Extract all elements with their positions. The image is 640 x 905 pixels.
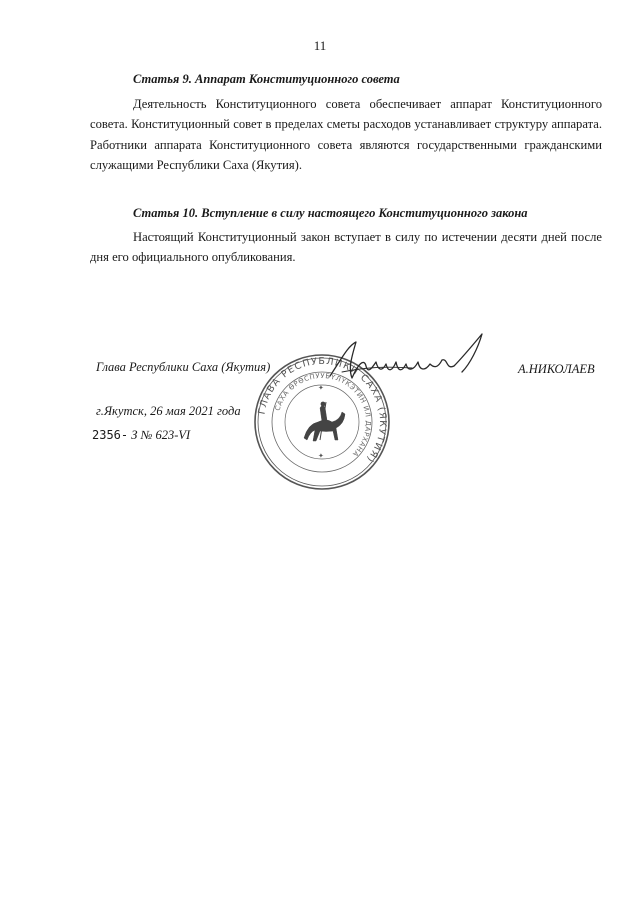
seal-inner-text: САХА ӨРӨСПУУБҮЛҮКЭТИН ИЛ ДАРХАНА — [273, 371, 373, 459]
page-number: 11 — [313, 38, 327, 53]
signatory-name: А.НИКОЛАЕВ — [518, 362, 595, 376]
svg-text:✦: ✦ — [318, 384, 324, 392]
handwritten-signature-icon — [322, 328, 492, 390]
place-and-date: г.Якутск, 26 мая 2021 года — [96, 404, 241, 418]
seal-outer-text: ГЛАВА РЕСПУБЛИКИ САХА (ЯКУТИЯ) — [256, 355, 389, 465]
registration-number — [92, 428, 190, 443]
article-9-heading: Статья 9. Аппарат Конституционного совета — [133, 72, 400, 86]
svg-text:✦: ✦ — [318, 452, 324, 460]
registration-prefix: 2356- — [92, 428, 129, 442]
article-9-text: Деятельность Конституционного совета обеспечивает аппарат Конституционного совета. Конституционный совет в пределах сметы расходов устанавливает структуру аппарата. Работники аппарата Конституционного совета являются государственными гражданскими служащими Республики Саха (Якутия). — [90, 97, 602, 172]
article-10-heading: Статья 10. Вступление в силу настоящего Конституционного закона — [133, 206, 528, 220]
law-number: З № 623-VI — [131, 428, 191, 442]
article-10-text: Настоящий Конституционный закон вступает в силу по истечении десяти дней после дня его официального опубликования. — [90, 230, 602, 265]
signatory-position: Глава Республики Саха (Якутия) — [96, 360, 271, 374]
